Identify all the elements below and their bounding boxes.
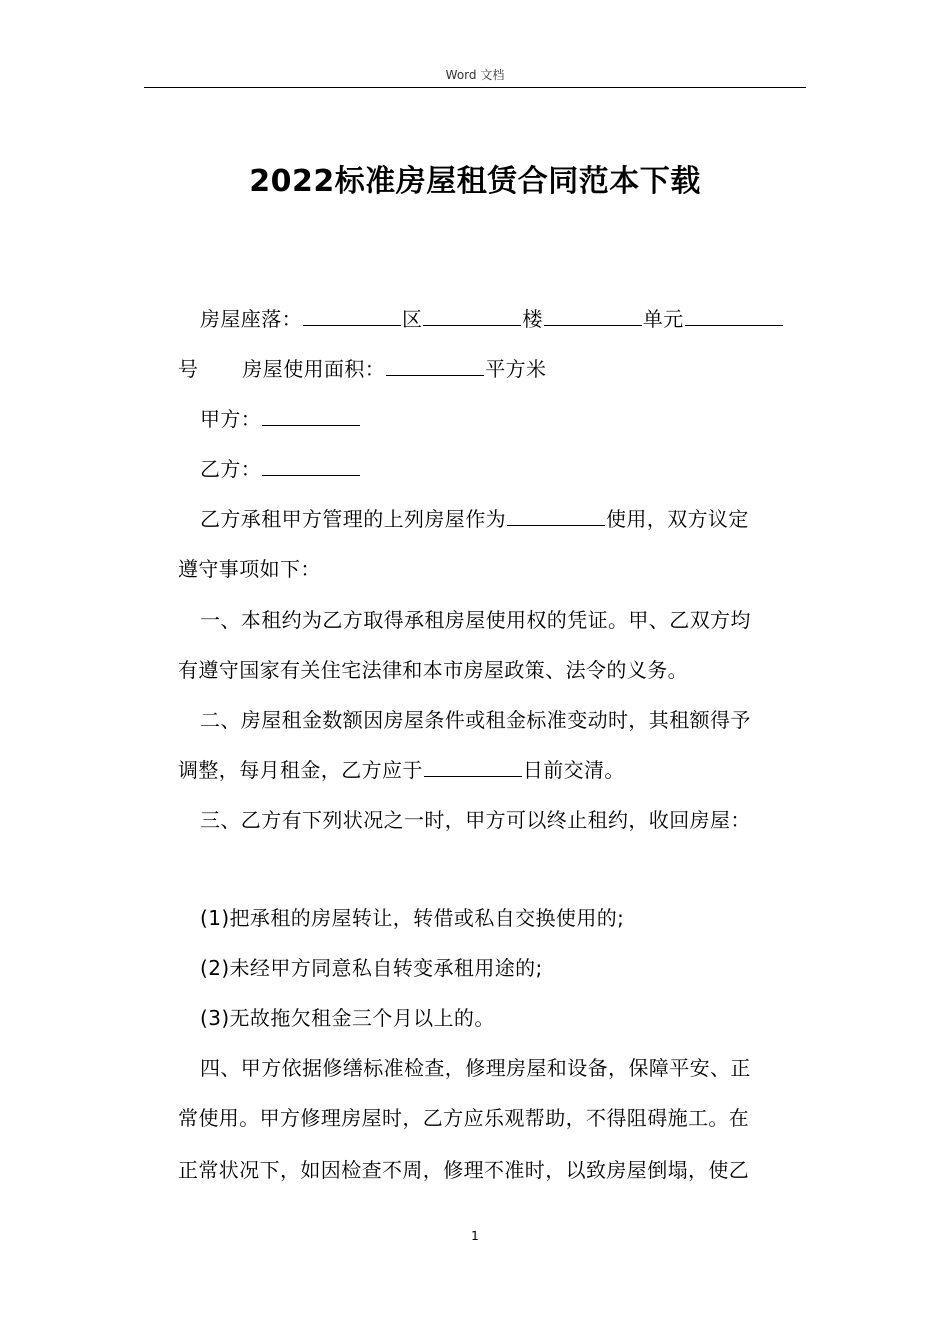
paragraph-line (178, 353, 546, 382)
blank-field[interactable] (262, 405, 360, 426)
text-segment: 房屋座落： (200, 307, 302, 331)
text-segment: 房屋使用面积： (242, 357, 386, 381)
blank-field[interactable] (685, 305, 783, 326)
paragraph-line: 常使用。甲方修理房屋时，乙方应乐观帮助，不得阻碍施工。在 (178, 1106, 750, 1130)
text-segment: 调整，每月租金，乙方应于 (178, 758, 423, 782)
text-segment: 使用，双方议定 (606, 507, 749, 531)
blank-field[interactable] (424, 756, 522, 777)
text-segment: 平方米 (485, 357, 547, 381)
paragraph-line: 遵守事项如下： (178, 557, 321, 581)
text-segment: 号 (178, 357, 199, 381)
text-segment: 楼 (522, 307, 543, 331)
header-rule (144, 87, 806, 88)
paragraph-line (178, 754, 625, 783)
paragraph-line (200, 403, 361, 432)
blank-field[interactable] (544, 305, 642, 326)
text-segment: 日前交清。 (522, 758, 625, 782)
text-segment: 单元 (642, 307, 684, 331)
text-segment: 区 (402, 307, 423, 331)
text-segment: 甲方： (200, 407, 262, 431)
paragraph-line: 二、房屋租金数额因房屋条件或租金标准变动时，其租额得予 (200, 708, 751, 732)
paragraph-line: 三、乙方有下列状况之一时，甲方可以终止租约，收回房屋： (200, 808, 751, 832)
list-item: (2)未经甲方同意私自转变承租用途的; (200, 956, 543, 980)
blank-field[interactable] (423, 305, 521, 326)
paragraph-line: 有遵守国家有关住宅法律和本市房屋政策、法令的义务。 (178, 658, 688, 682)
paragraph-line (200, 453, 361, 482)
list-item: (1)把承租的房屋转让，转借或私自交换使用的; (200, 906, 625, 930)
page-header: Word 文档 (445, 68, 505, 82)
paragraph-line (200, 303, 784, 332)
blank-field[interactable] (303, 305, 401, 326)
paragraph-line: 四、甲方依据修缮标准检查，修理房屋和设备，保障平安、正 (200, 1056, 751, 1080)
blank-field[interactable] (262, 455, 360, 476)
paragraph-line: 正常状况下，如因检查不周，修理不准时，以致房屋倒塌，使乙 (178, 1158, 750, 1182)
text-segment: 乙方承租甲方管理的上列房屋作为 (200, 507, 506, 531)
blank-field[interactable] (507, 505, 605, 526)
document-title: 2022标准房屋租赁合同范本下载 (249, 164, 701, 199)
list-item: (3)无故拖欠租金三个月以上的。 (200, 1006, 495, 1030)
paragraph-line: 一、本租约为乙方取得承租房屋使用权的凭证。甲、乙双方均 (200, 608, 751, 632)
page-number: 1 (471, 1229, 479, 1243)
blank-field[interactable] (386, 355, 484, 376)
paragraph-line (200, 503, 749, 532)
text-segment: 乙方： (200, 457, 262, 481)
